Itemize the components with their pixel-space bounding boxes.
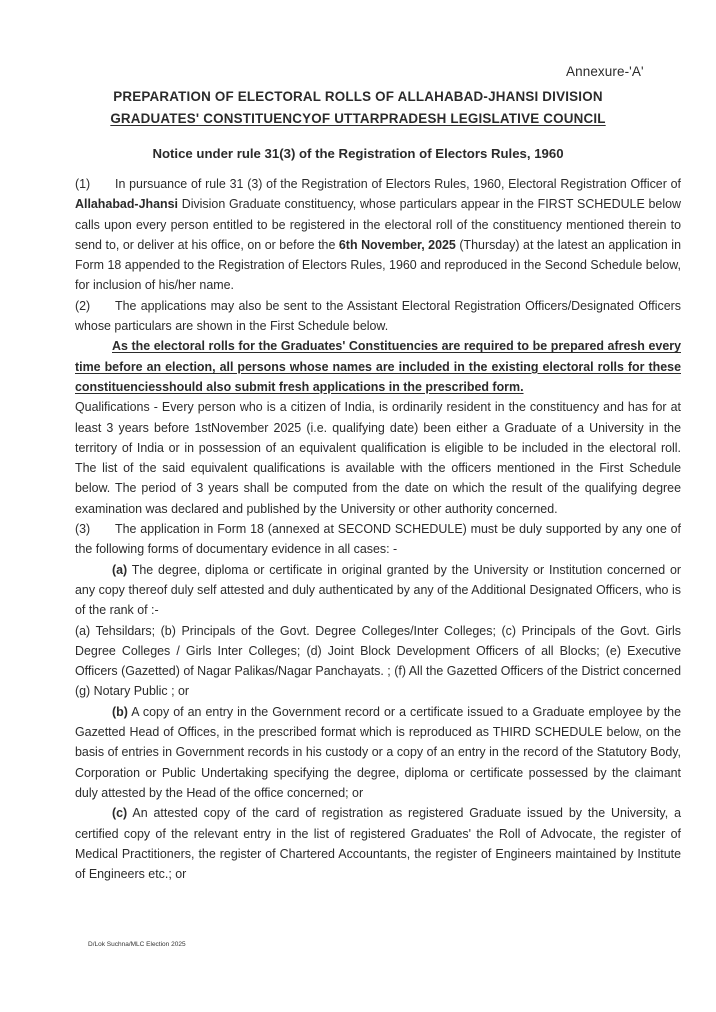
paragraph-1 — [75, 174, 681, 296]
title-line-2: GRADUATES' CONSTITUENCYOF UTTARPRADESH LEGISLATIVE COUNCIL — [110, 111, 606, 126]
fresh-application-note: As the electoral rolls for the Graduates' Constituencies are required to be prepared afresh every time before an election, all persons whose names are included in the existing electoral rolls for these constituenciesshould also submit fresh applications in the prescribed form. — [75, 339, 681, 394]
para-3-text: The application in Form 18 (annexed at SECOND SCHEDULE) must be duly supported by any one of the following forms of documentary evidence in all cases: - — [75, 522, 681, 557]
para-3-number: (3) — [75, 522, 91, 537]
para-1-text-a: In pursuance of rule 31 (3) of the Registration of Electors Rules, 1960, Electoral Registration Officer of — [115, 177, 681, 191]
paragraph-3 — [75, 519, 681, 560]
paragraph-2 — [75, 296, 681, 337]
annexure-label: Annexure-'A' — [566, 64, 644, 79]
para-1-text-b: Division Graduate constituency, whose particulars appear in the FIRST SCHEDULE below calls upon every person entitled to be registered in the electoral roll of the constituency mentioned therein to send to, or deliver at his office, on or before the — [75, 197, 681, 252]
notice-body — [75, 174, 681, 884]
qualifications-paragraph: Qualifications - Every person who is a citizen of India, is ordinarily resident in the constituency and has for at least 3 years before 1stNovember 2025 (i.e. qualifying date) been either a Graduate of a University in the territory of India or in possession of an equivalent qualification is eligible to be included in the electoral roll. The list of the said equivalent qualifications is available with the officers mentioned in the First Schedule below. The period of 3 years shall be computed from the date on which the result of the qualifying degree examination was declared and published by the University or other authority concerned. — [75, 400, 681, 516]
para-2-number: (2) — [75, 298, 91, 313]
para-1-text-c: (Thursday) at the latest an application in Form 18 appended to the Registration of Electors Rules, 1960 and reproduced in the Second Schedule below, for inclusion of his/her name. — [75, 237, 681, 293]
item-c-label: (c) — [112, 806, 128, 821]
item-a — [75, 560, 681, 621]
title-line-1: PREPARATION OF ELECTORAL ROLLS OF ALLAHABAD-JHANSI DIVISION — [113, 89, 603, 104]
item-c-text: An attested copy of the card of registration as registered Graduate issued by the University, a certified copy of the relevant entry in the list of registered Graduates' the Roll of Advocate, the register of Medical Practitioners, the register of Chartered Accountants, the register of Engineers maintained by Institute of Engineers etc.; or — [75, 806, 681, 882]
para-2-text: The applications may also be sent to the Assistant Electoral Registration Officers/Designated Officers whose particulars are shown in the First Schedule below. — [75, 298, 681, 334]
item-a-label: (a) — [112, 562, 128, 577]
para-1-number: (1) — [75, 177, 91, 191]
item-c — [75, 803, 681, 884]
para-1-bold-constituency: Allahabad-Jhansi — [75, 197, 178, 212]
item-b-label: (b) — [112, 704, 128, 719]
officer-list: (a) Tehsildars; (b) Principals of the Govt. Degree Colleges/Inter Colleges; (c) Principals of the Govt. Girls Degree Colleges / Girls Inter Colleges; (d) Joint Block Development Officers of all Blocks; (e) Executive Officers (Gazetted) of Nagar Palikas/Nagar Panchayats. ; (f) All the Gazetted Officers of the District concerned (g) Notary Public ; or — [75, 623, 681, 699]
footer-reference: D/Lok Suchna/MLC Election 2025 — [88, 941, 186, 948]
item-b-text: A copy of an entry in the Government record or a certificate issued to a Graduate employee by the Gazetted Head of Offices, in the prescribed format which is reproduced as THIRD SCHEDULE below, on the basis of entries in Government records in his custody or a copy of an entry in the record of the Statutory Body, Corporation or Public Undertaking specifying the degree, diploma or certificate possessed by the claimant duly attested by the Head of the office concerned; or — [75, 704, 681, 800]
item-b — [75, 702, 681, 803]
item-a-text: The degree, diploma or certificate in original granted by the University or Institution concerned or any copy thereof duly self attested and duly authenticated by any of the Additional Designated Officers, who is of the rank of :- — [75, 562, 681, 618]
para-1-bold-date: 6th November, 2025 — [338, 237, 456, 252]
notice-heading: Notice under rule 31(3) of the Registration of Electors Rules, 1960 — [152, 146, 564, 161]
